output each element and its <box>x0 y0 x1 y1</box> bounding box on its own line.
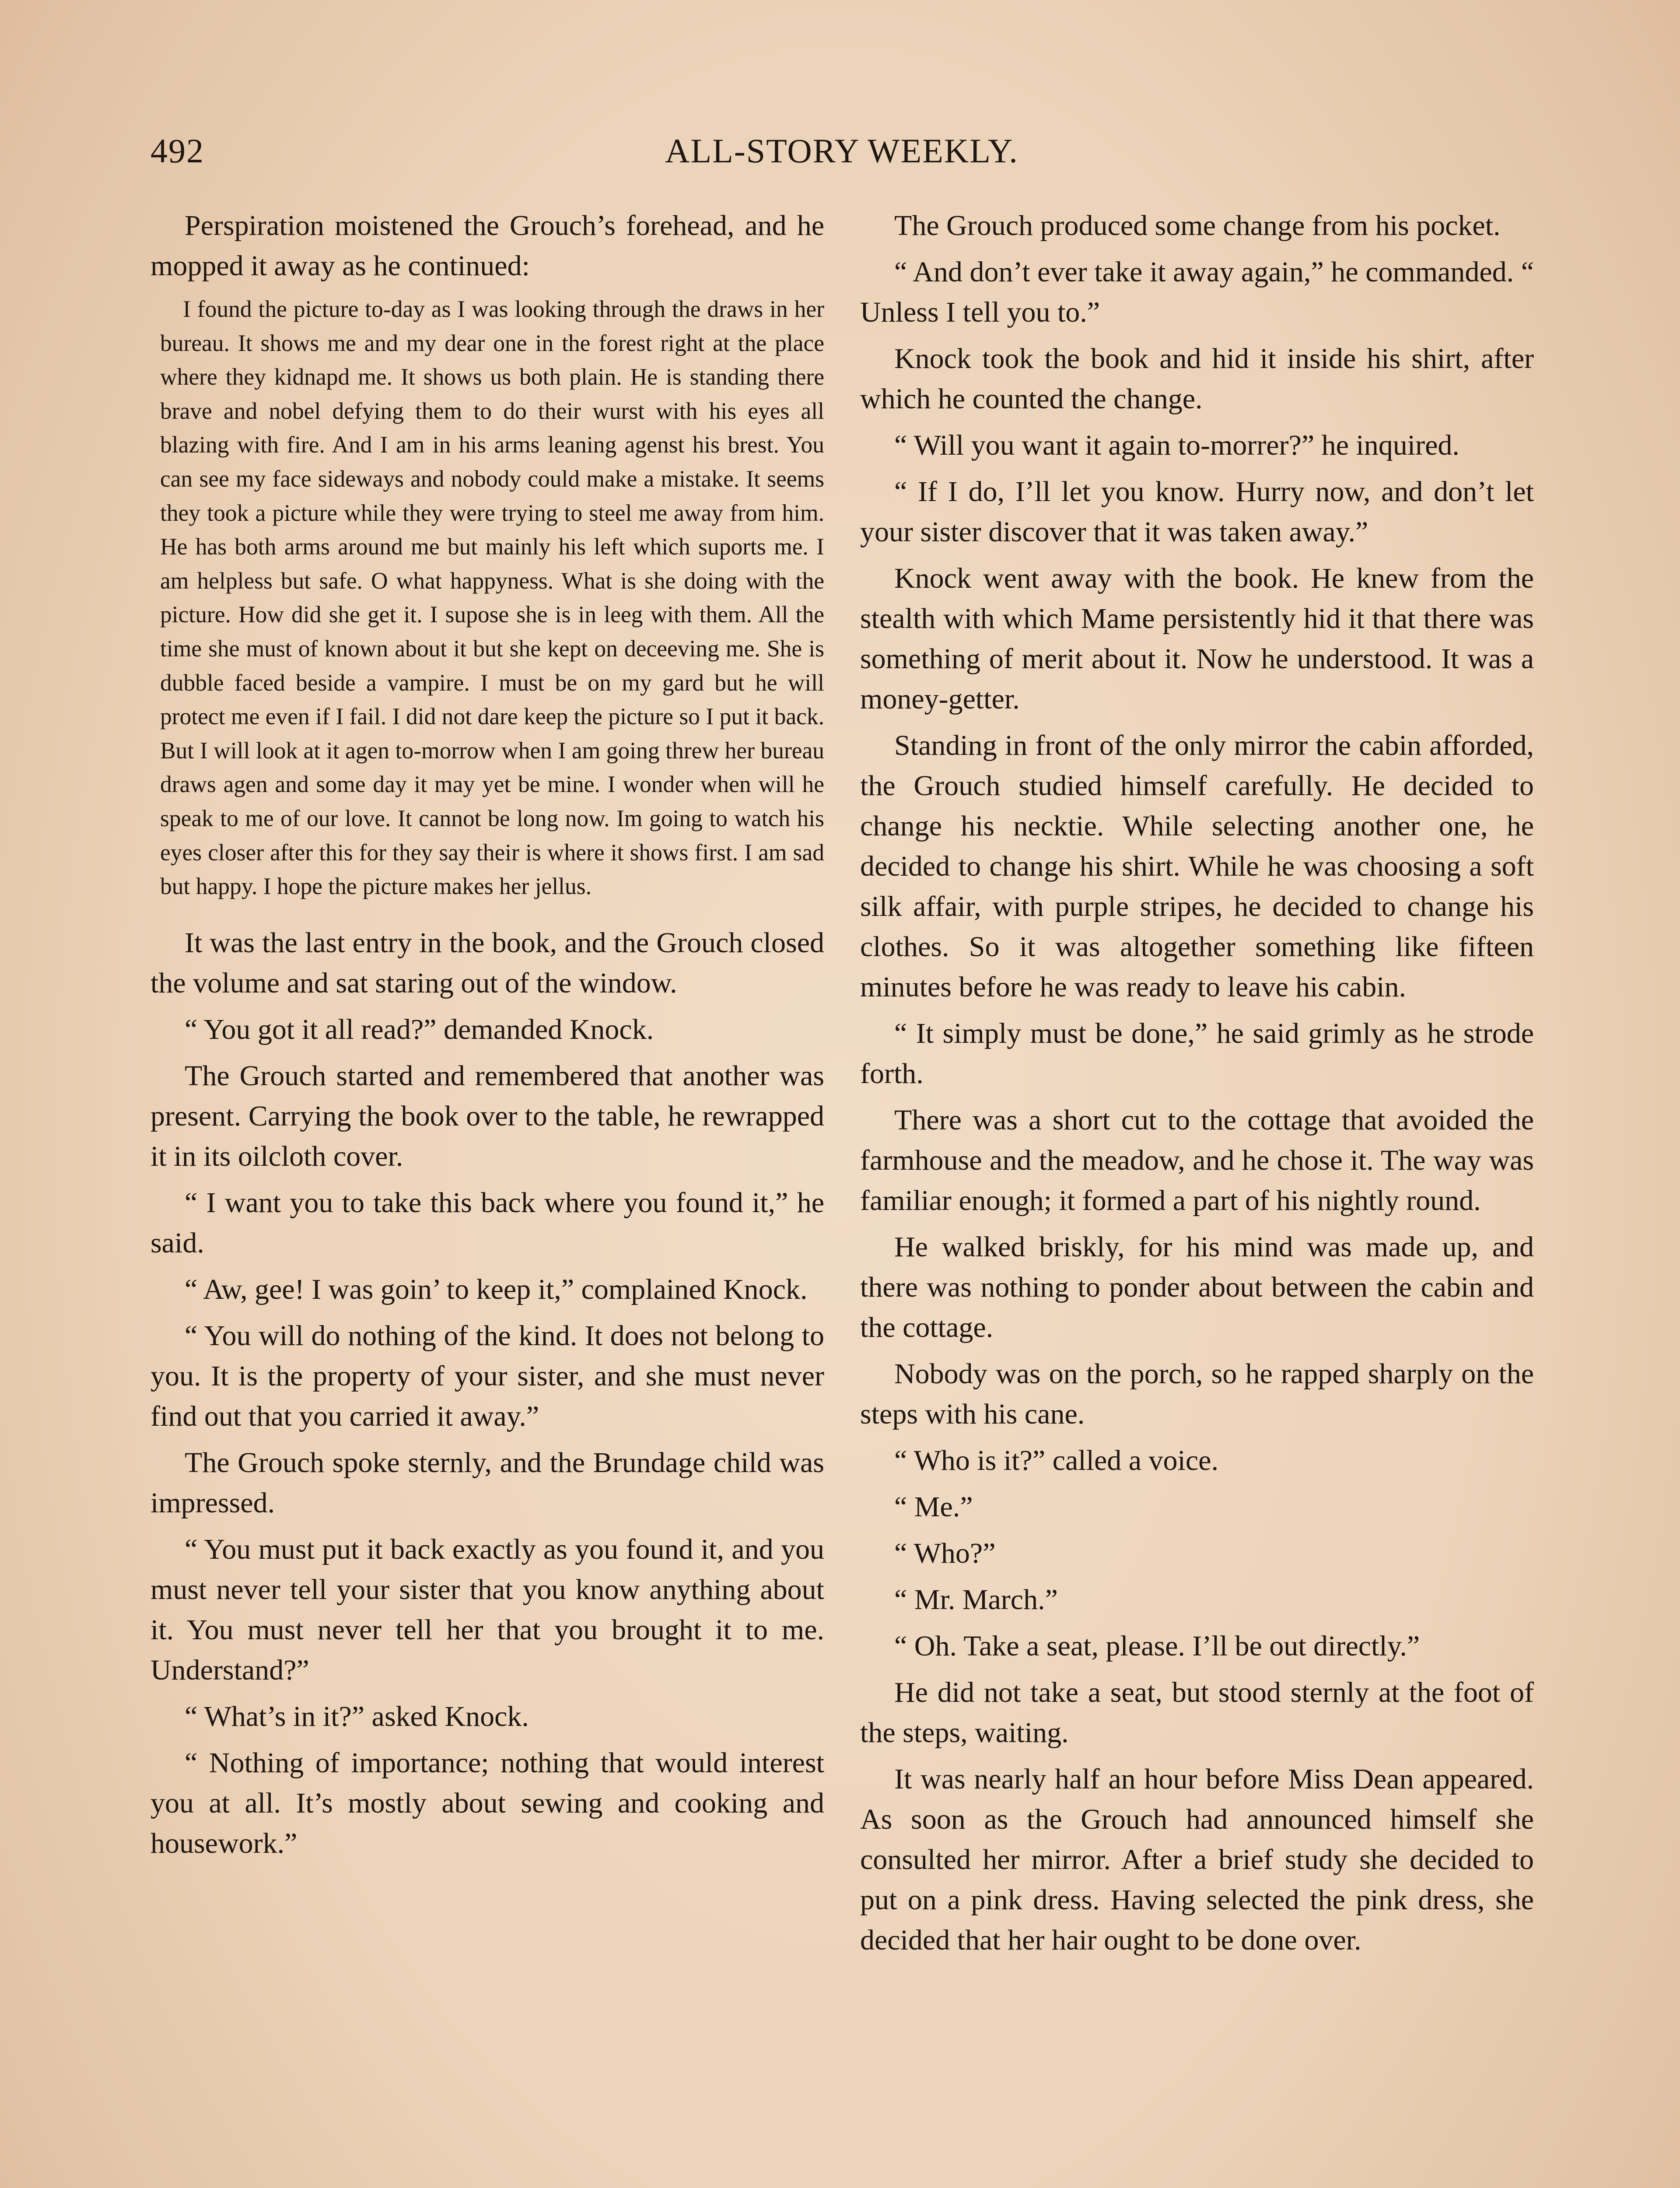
page-number: 492 <box>150 132 204 170</box>
paragraph: “ Oh. Take a seat, please. I’ll be out directly.” <box>894 1630 1420 1662</box>
page-header <box>150 131 1533 184</box>
paragraph: Knock went away with the book. He knew from the stealth with which Mame persistently hid it that there was something of merit about it. Now he understood. It was a money-getter. <box>860 562 1534 715</box>
paragraph: It was nearly half an hour before Miss Dean appeared. As soon as the Grouch had announced himself she consulted her mirror. After a brief study she decided to put on a pink dress. Having selected the pink dress, she decided that her hair ought to be done over. <box>860 1763 1534 1956</box>
paragraph: “ Will you want it again to-morrer?” he inquired. <box>894 429 1460 461</box>
right-column <box>860 206 1534 1967</box>
paragraph: “ Mr. March.” <box>894 1584 1058 1616</box>
paragraph: “ Nothing of importance; nothing that would interest you at all. It’s mostly about sewing and cooking and housework.” <box>150 1746 824 1859</box>
paragraph: Perspiration moistened the Grouch’s forehead, and he mopped it away as he continued: <box>150 210 824 282</box>
paragraph: “ I want you to take this back where you found it,” he said. <box>150 1186 824 1259</box>
paragraph: “ Who?” <box>894 1537 996 1569</box>
paragraph: He walked briskly, for his mind was made up, and there was nothing to ponder about between the cabin and the cottage. <box>860 1231 1534 1343</box>
paragraph: The Grouch spoke sternly, and the Brundage child was impressed. <box>150 1446 824 1519</box>
paragraph: The Grouch produced some change from his pocket. <box>894 210 1501 242</box>
paragraph: “ And don’t ever take it away again,” he commanded. “ Unless I tell you to.” <box>860 256 1534 328</box>
paragraph: Standing in front of the only mirror the cabin afforded, the Grouch studied himself carefully. He decided to change his necktie. While selecting another one, he decided to change his shirt. While he was choosing a soft silk affair, with purple stripes, he decided to change his clothes. So it was altogether something like fifteen minutes before he was ready to leave his cabin. <box>860 729 1534 1003</box>
paragraph: Nobody was on the porch, so he rapped sharply on the steps with his cane. <box>860 1358 1534 1430</box>
paragraph: “ You must put it back exactly as you found it, and you must never tell your sister that you know anything about it. You must never tell her that you brought it to me. Understand?” <box>150 1533 824 1686</box>
left-column <box>150 206 824 1870</box>
paragraph: “ Who is it?” called a voice. <box>894 1445 1218 1476</box>
running-head: ALL-STORY WEEKLY. <box>665 132 1018 170</box>
paragraph: “ Me.” <box>894 1491 973 1523</box>
paragraph: There was a short cut to the cottage that avoided the farmhouse and the meadow, and he chose it. The way was familiar enough; it formed a part of his nightly round. <box>860 1104 1534 1217</box>
paragraph: “ You will do nothing of the kind. It does not belong to you. It is the property of your sister, and she must never find out that you carried it away.” <box>150 1319 824 1432</box>
paragraph: He did not take a seat, but stood sternly at the foot of the steps, waiting. <box>860 1676 1534 1749</box>
diary-quote: I found the picture to-day as I was looking through the draws in her bureau. It shows me and my dear one in the forest right at the place where they kidnapd me. It shows us both plain. He is standing there brave and nobel defying them to do their wurst with his eyes all blazing with fire. And I am in his arms leaning agenst his brest. You can see my face sideways and nobody could make a mistake. It seems they took a picture while they were trying to steel me away from him. He has both arms around me but mainly his left which suports me. I am helpless but safe. O what happyness. What is she doing with the picture. How did she get it. I supose she is in leeg with them. All the time she must of known about it but she kept on deceeving me. She is dubble faced beside a vampire. I must be on my gard but he will protect me even if I fail. I did not dare keep the picture so I put it back. But I will look at it agen to-morrow when I am going threw her bureau draws agen and some day it may yet be mine. I wonder when will he speak to me of our love. It cannot be long now. Im going to watch his eyes closer after this for they say their is where it shows first. I am sad but happy. I hope the picture makes her jellus. <box>160 296 824 900</box>
paragraph: “ If I do, I’ll let you know. Hurry now, and don’t let your sister discover that it was taken away.” <box>860 476 1534 548</box>
paragraph: “ You got it all read?” demanded Knock. <box>185 1013 654 1045</box>
paragraph: Knock took the book and hid it inside his shirt, after which he counted the change. <box>860 343 1534 415</box>
paragraph: It was the last entry in the book, and the Grouch closed the volume and sat staring out of the window. <box>150 926 824 999</box>
paragraph: The Grouch started and remembered that another was present. Carrying the book over to the table, he rewrapped it in its oilcloth cover. <box>150 1059 824 1172</box>
paragraph: “ What’s in it?” asked Knock. <box>185 1700 529 1732</box>
paragraph: “ Aw, gee! I was goin’ to keep it,” complained Knock. <box>185 1273 808 1305</box>
paragraph: “ It simply must be done,” he said grimly as he strode forth. <box>860 1017 1534 1090</box>
